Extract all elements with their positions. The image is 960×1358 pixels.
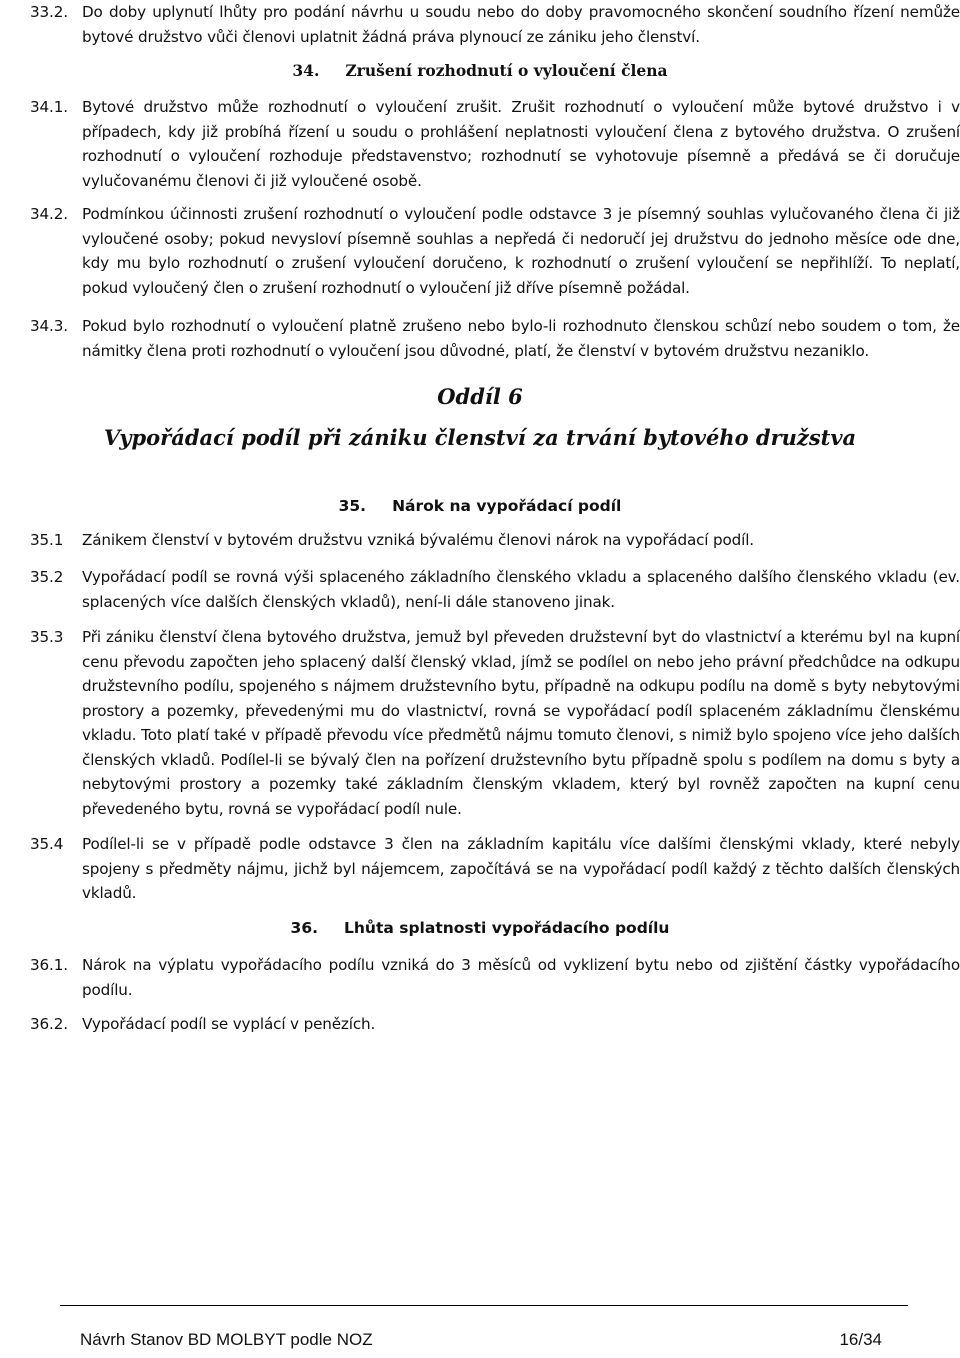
paragraph-text: Bytové družstvo může rozhodnutí o vyloučení zrušit. Zrušit rozhodnutí o vyloučení může bytové družstvo i v případech, kdy již probíhá řízení u soudu o prohlášení neplatnosti vyloučení člena z bytového družstva. O zrušení rozhodnutí o vyloučení rozhoduje představenstvo; rozhodnutí se vyhotovuje písemně a předává se či doručuje vylučovanému členovi či již vyloučené osobě.: [82, 98, 960, 190]
paragraph-number: 35.1: [30, 531, 64, 549]
paragraph-33-2: [30, 0, 960, 49]
paragraph-35-3: [30, 625, 960, 821]
paragraph-number: 34.2.: [30, 205, 68, 223]
paragraph-number: 35.2: [30, 568, 64, 586]
paragraph-text: Při zániku členství člena bytového družstva, jemuž byl převeden družstevní byt do vlastnictví a kterému byl na kupní cenu převodu započten jeho splacený další členský vklad, jímž se podílel on nebo jeho právní předchůdce na odkupu družstevního podílu, spojeného s nájmem družstevního bytu, případně na odkupu podílu na domě s byty nebytovými prostory a pozemky, převedenými mu do vlastnictví, rovná se vypořádací podíl splaceném základnímu členskému vkladu. Toto platí také v případě převodu více předmětů nájmu tomuto členovi, s nimiž bylo spojeno více jeho dalších členských vkladů. Podílel-li se bývalý člen na pořízení družstevního bytu případně spolu s podílem na domu s byty a nebytovými prostory a pozemky také základním členským vkladem, který byl rovněž započten na kupní cenu převedeného bytu, rovná se vypořádací podíl nule.: [82, 628, 960, 818]
footer-document-title: Návrh Stanov BD MOLBYT podle NOZ: [80, 1330, 373, 1349]
section-number: 36.: [290, 919, 319, 937]
paragraph-number: 36.2.: [30, 1015, 68, 1033]
paragraph-35-4: [30, 832, 960, 906]
section-number: 35.: [338, 497, 367, 515]
paragraph-36-2: [30, 1012, 960, 1037]
part-subheading: Vypořádací podíl při zániku členství za trvání bytového družstva: [103, 425, 857, 450]
section-36-heading: [0, 917, 960, 939]
paragraph-number: 34.3.: [30, 317, 68, 335]
part-heading: Oddíl 6: [437, 384, 523, 409]
paragraph-35-1: [30, 528, 960, 553]
paragraph-text: Do doby uplynutí lhůty pro podání návrhu u soudu nebo do doby pravomocného skončení soudního řízení nemůže bytové družstvo vůči členovi uplatnit žádná práva plynoucí ze zániku jeho členství.: [82, 3, 960, 46]
paragraph-number: 35.3: [30, 628, 64, 646]
paragraph-text: Pokud bylo rozhodnutí o vyloučení platně zrušeno nebo bylo-li rozhodnuto členskou schůzí nebo soudem o tom, že námitky člena proti rozhodnutí o vyloučení jsou důvodné, platí, že členství v bytovém družstvu nezaniklo.: [82, 317, 960, 360]
paragraph-text: Podílel-li se v případě podle odstavce 3 člen na základním kapitálu více dalšími členskými vklady, které nebyly spojeny s předměty nájmu, jichž byl nájemcem, započítává se na vypořádací podíl každý z těchto dalších členských vkladů.: [82, 835, 960, 902]
paragraph-34-1: [30, 95, 960, 193]
paragraph-number: 34.1.: [30, 98, 68, 116]
paragraph-36-1: [30, 953, 960, 1002]
section-35-heading: [0, 495, 960, 517]
paragraph-35-2: [30, 565, 960, 614]
paragraph-text: Vypořádací podíl se rovná výši splaceného základního členského vkladu a splaceného dalšího členského vkladu (ev. splacených více dalších členských vkladů), není-li dále stanoveno jinak.: [82, 568, 960, 611]
section-title: Zrušení rozhodnutí o vyloučení člena: [345, 61, 668, 80]
paragraph-text: Vypořádací podíl se vyplácí v penězích.: [82, 1015, 376, 1033]
paragraph-text: Zánikem členství v bytovém družstvu vzniká bývalému členovi nárok na vypořádací podíl.: [82, 531, 754, 549]
section-title: Lhůta splatnosti vypořádacího podílu: [344, 919, 670, 937]
paragraph-number: 36.1.: [30, 956, 68, 974]
paragraph-34-2: [30, 202, 960, 300]
paragraph-number: 35.4: [30, 835, 64, 853]
footer-page-number: 16/34: [839, 1330, 882, 1349]
paragraph-text: Podmínkou účinnosti zrušení rozhodnutí o vyloučení podle odstavce 3 je písemný souhlas vylučovaného člena či již vyloučené osoby; pokud nevysloví písemně souhlas a nepředá či nedoručí jej družstvu do jednoho měsíce ode dne, kdy mu bylo rozhodnutí o zrušení vyloučení doručeno, k rozhodnutí o zrušení vyloučení se nepřihlíží. To neplatí, pokud vyloučený člen o zrušení rozhodnutí o vyloučení již dříve písemně požádal.: [82, 205, 960, 297]
section-title: Nárok na vypořádací podíl: [392, 497, 622, 515]
paragraph-number: 33.2.: [30, 3, 68, 21]
section-34-heading: [0, 60, 960, 82]
paragraph-text: Nárok na výplatu vypořádacího podílu vzniká do 3 měsíců od vyklizení bytu nebo od zjištění částky vypořádacího podílu.: [82, 956, 960, 999]
paragraph-34-3: [30, 314, 960, 363]
footer-rule: [60, 1305, 908, 1306]
section-number: 34.: [292, 61, 320, 80]
